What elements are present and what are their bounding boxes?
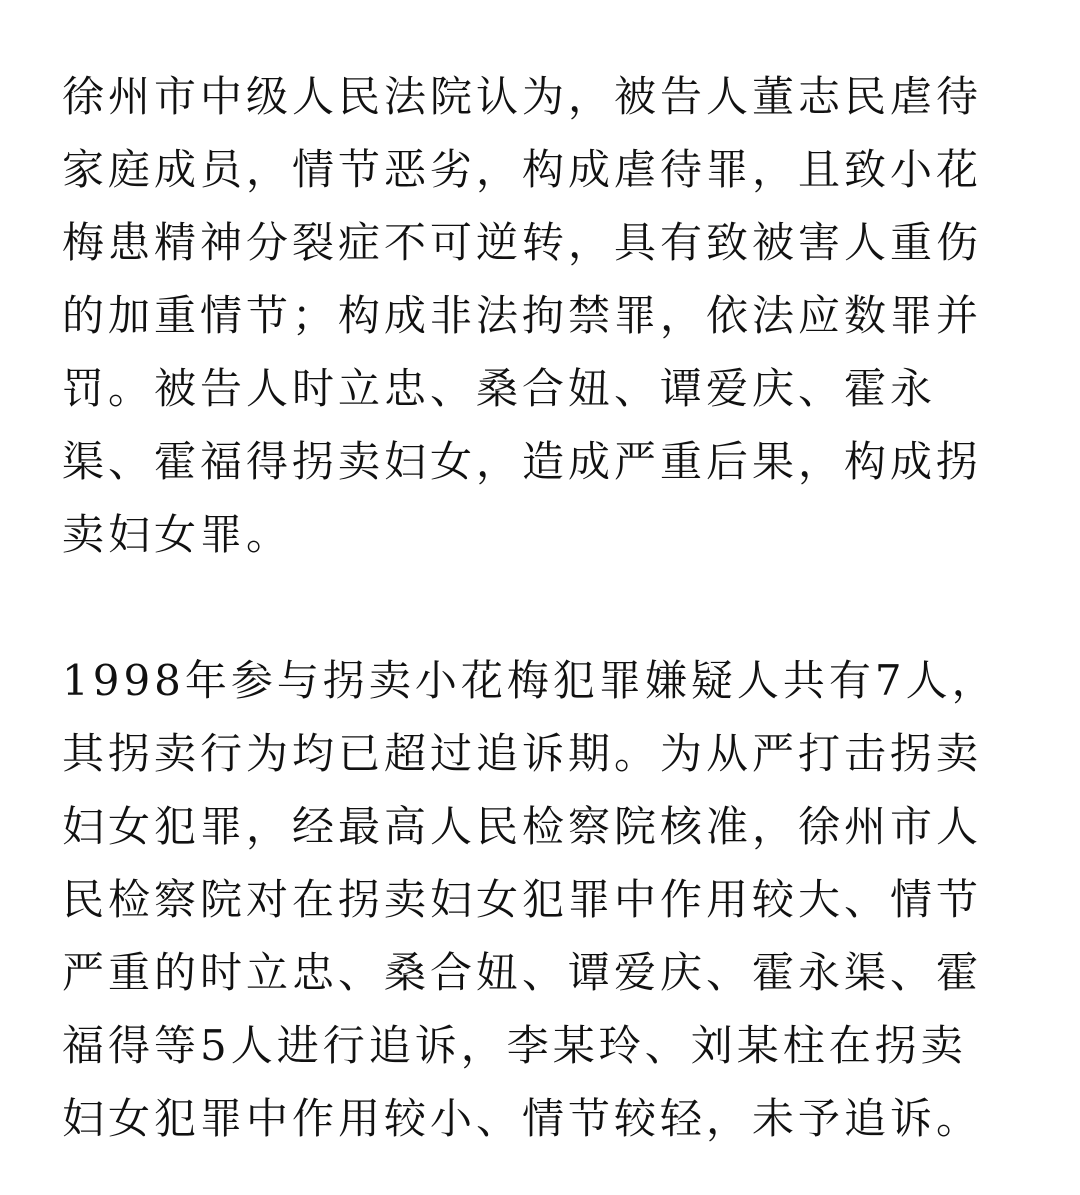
text-line: 的加重情节；构成非法拘禁罪，依法应数罪并	[62, 291, 983, 340]
paragraph-spacer	[62, 571, 1022, 644]
text-line: 其拐卖行为均已超过追诉期。为从严打击拐卖	[62, 729, 983, 778]
text-line: 罚。被告人时立忠、桑合妞、谭爱庆、霍永	[62, 364, 937, 413]
text-line: 梅患精神分裂症不可逆转，具有致被害人重伤	[62, 218, 983, 267]
article-body	[62, 60, 1022, 1155]
text-line: 严重的时立忠、桑合妞、谭爱庆、霍永渠、霍	[62, 948, 983, 997]
text-line: 1998年参与拐卖小花梅犯罪嫌疑人共有7人，	[62, 656, 998, 705]
paragraph-verdict	[62, 60, 1022, 571]
text-line: 福得等5人进行追诉，李某玲、刘某柱在拐卖	[62, 1021, 967, 1070]
text-line: 家庭成员，情节恶劣，构成虐待罪，且致小花	[62, 145, 983, 194]
text-line: 卖妇女罪。	[62, 510, 293, 559]
text-line: 妇女犯罪中作用较小、情节较轻，未予追诉。	[62, 1094, 983, 1143]
text-line: 民检察院对在拐卖妇女犯罪中作用较大、情节	[62, 875, 983, 924]
paragraph-prosecution	[62, 644, 1022, 1155]
text-line: 渠、霍福得拐卖妇女，造成严重后果，构成拐	[62, 437, 983, 486]
text-line: 妇女犯罪，经最高人民检察院核准，徐州市人	[62, 802, 983, 851]
text-line: 徐州市中级人民法院认为，被告人董志民虐待	[62, 72, 983, 121]
